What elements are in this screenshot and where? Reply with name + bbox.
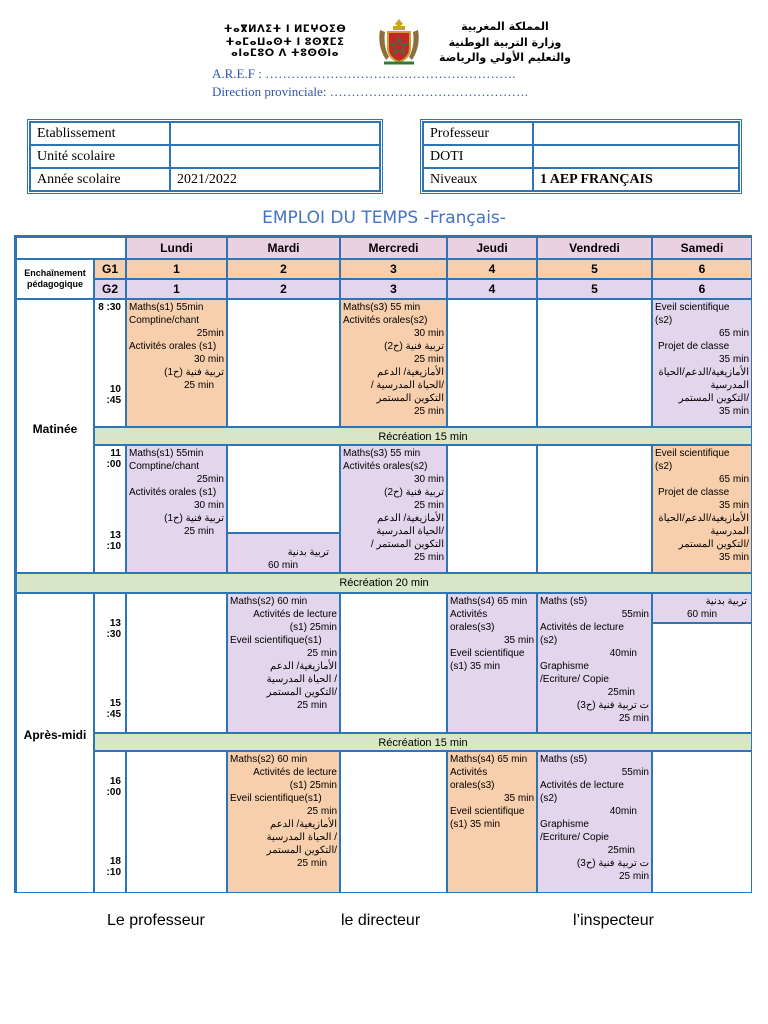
slot-mardi-s1[interactable]	[227, 299, 340, 427]
slot-line: التكوين المستمر	[376, 393, 444, 404]
time-label: 11 :00	[106, 448, 121, 470]
slot-line: 35 min	[718, 552, 749, 563]
info-value[interactable]: 2021/2022	[170, 168, 380, 191]
slot-line: الأمازيغية/ الدعم	[377, 367, 444, 378]
time-label: 18 :10	[106, 856, 121, 878]
slot-line: الأمازيغية/الدعم/الحياة المدرسية	[658, 367, 749, 391]
slot-line: تربية فنية (ح1)	[164, 513, 224, 524]
slot-line: Graphisme	[540, 819, 589, 830]
slot-mardi-s2-empty[interactable]	[227, 445, 340, 533]
recreation-bar: Récréation 20 min	[16, 573, 752, 593]
slot-line: 30 min	[413, 474, 444, 485]
slot-line: Maths(s2) 60 min	[230, 596, 308, 607]
slot-line: 25 min	[296, 700, 327, 711]
slot-line: Eveil scientifique(s1)	[230, 635, 322, 646]
slot-line: /التكوين المستمر	[678, 539, 749, 550]
slot-line: 30 min	[413, 328, 444, 339]
slot-line: Activités	[450, 609, 488, 620]
slot-lundi-s2[interactable]	[126, 445, 227, 573]
day-header: Lundi	[126, 237, 227, 259]
slot-line: Maths(s1) 55min	[129, 302, 204, 313]
slot-lundi-s4[interactable]	[126, 751, 227, 893]
info-value[interactable]: 1 AEP FRANÇAIS	[533, 168, 739, 191]
slot-samedi-s1[interactable]	[652, 299, 752, 427]
slot-line: 30 min	[193, 500, 224, 511]
slot-line: 25min	[196, 474, 224, 485]
info-label: Année scolaire	[30, 168, 170, 191]
g2-cell: 5	[537, 279, 652, 299]
g2-cell: 6	[652, 279, 752, 299]
slot-line: 35 min	[718, 500, 749, 511]
slot-samedi-s3-empty[interactable]	[652, 623, 752, 733]
day-header: Mardi	[227, 237, 340, 259]
day-header: Vendredi	[537, 237, 652, 259]
time-cell	[94, 445, 126, 573]
slot-line: /التكوين المستمر	[266, 845, 337, 856]
slot-line: /التكوين المستمر	[266, 687, 337, 698]
slot-line: 35 min	[503, 635, 534, 646]
slot-mardi-s3[interactable]	[227, 593, 340, 733]
arabic-line-1: المملكة المغربية	[461, 20, 549, 33]
page-title: EMPLOI DU TEMPS -Français-	[262, 208, 506, 228]
time-label: 16 :00	[106, 776, 121, 798]
signature-inspecteur: l’inspecteur	[573, 912, 654, 929]
g1-cell: 5	[537, 259, 652, 279]
slot-line: الأمازيغية/ الدعم	[270, 819, 337, 830]
recreation-bar: Récréation 15 min	[94, 733, 752, 751]
slot-line: (s2)	[540, 793, 558, 804]
slot-line: / الحياة المدرسية	[266, 674, 337, 685]
arabic-line-3: والتعليم الأولي والرياضة	[439, 51, 571, 64]
info-table-right	[420, 119, 742, 194]
slot-jeudi-s3[interactable]	[447, 593, 537, 733]
signature-directeur: le directeur	[341, 912, 421, 929]
g1-cell: 3	[340, 259, 447, 279]
slot-line: 60 min	[268, 560, 299, 571]
slot-line: 25 min	[306, 806, 337, 817]
slot-jeudi-s1[interactable]	[447, 299, 537, 427]
slot-line: التكوين المستمر /	[370, 539, 444, 550]
slot-line: تربية فنية (ح1)	[164, 367, 224, 378]
slot-line: Maths(s4) 65 min	[450, 596, 528, 607]
slot-vendredi-s1[interactable]	[537, 299, 652, 427]
g2-cell: 1	[126, 279, 227, 299]
g1-cell: 4	[447, 259, 537, 279]
g2-label: G2	[94, 279, 126, 299]
slot-lundi-s3[interactable]	[126, 593, 227, 733]
slot-line: 25min	[607, 845, 635, 856]
info-value[interactable]	[170, 145, 380, 168]
slot-line: Maths (s5)	[540, 754, 588, 765]
slot-line: /الحياة المدرسية	[376, 526, 444, 537]
time-label: 10 :45	[106, 384, 121, 406]
time-cell	[94, 751, 126, 893]
slot-line: /الحياة المدرسية /	[370, 380, 444, 391]
slot-line: Maths (s5)	[540, 596, 588, 607]
slot-vendredi-s4[interactable]	[537, 751, 652, 893]
slot-line: 25 min	[413, 552, 444, 563]
slot-line: 25 min	[306, 648, 337, 659]
slot-line: 25 min	[618, 871, 649, 882]
slot-line: (s2)	[540, 635, 558, 646]
g1-cell: 1	[126, 259, 227, 279]
slot-line: 25 min	[413, 500, 444, 511]
slot-samedi-s4[interactable]	[652, 751, 752, 893]
slot-line: الأمازيغية/ الدعم	[270, 661, 337, 672]
g1-cell: 6	[652, 259, 752, 279]
slot-line: 65 min	[718, 474, 749, 485]
slot-line: Activités de lecture	[253, 767, 337, 778]
slot-line: تربية فنية (ح2)	[384, 341, 444, 352]
slot-line: تربية بدنية	[705, 596, 747, 607]
slot-line: Graphisme	[540, 661, 589, 672]
slot-line: (s1) 25min	[289, 622, 337, 633]
slot-line: /Ecriture/ Copie	[540, 832, 609, 843]
slot-mercredi-s4[interactable]	[340, 751, 447, 893]
slot-line: Eveil scientifique	[450, 648, 525, 659]
emblem-icon	[374, 16, 424, 68]
slot-line: Activités de lecture	[540, 622, 624, 633]
slot-line: /Ecriture/ Copie	[540, 674, 609, 685]
time-cell	[94, 299, 126, 427]
slot-line: Activités de lecture	[540, 780, 624, 791]
slot-line: 55min	[621, 767, 649, 778]
slot-line: (s1) 35 min	[450, 661, 501, 672]
info-label: DOTI	[423, 145, 533, 168]
slot-line: (s1) 25min	[289, 780, 337, 791]
slot-line: Eveil scientifique	[450, 806, 525, 817]
slot-line: Maths(s4) 65 min	[450, 754, 528, 765]
slot-vendredi-s3[interactable]	[537, 593, 652, 733]
day-header: Mercredi	[340, 237, 447, 259]
slot-line: 25 min	[618, 713, 649, 724]
slot-line: 25 min	[413, 354, 444, 365]
corner-cell	[16, 237, 126, 259]
slot-line: 30 min	[193, 354, 224, 365]
slot-line: 40min	[609, 648, 637, 659]
slot-line: Eveil scientifique (s2)	[655, 302, 730, 326]
slot-line: Activités	[450, 767, 488, 778]
slot-line: Maths(s2) 60 min	[230, 754, 308, 765]
slot-line: Maths(s1) 55min	[129, 448, 204, 459]
slot-line: Projet de classe	[658, 487, 730, 498]
slot-line: 25 min	[183, 526, 214, 537]
slot-line: Projet de classe	[658, 341, 730, 352]
time-label: 13 :10	[106, 530, 121, 552]
slot-line: Activités orales (s1)	[129, 487, 217, 498]
slot-line: Activités orales(s2)	[343, 461, 428, 472]
slot-line: 25min	[196, 328, 224, 339]
slot-line: Maths(s3) 55 min	[343, 448, 421, 459]
slot-line: Activités de lecture	[253, 609, 337, 620]
direction-line: Direction provinciale: ……………………………………….	[212, 84, 528, 99]
slot-line: Comptine/chant	[129, 315, 200, 326]
slot-line: الأمازيغية/الدعم/الحياة المدرسية	[658, 513, 749, 537]
tifinagh-line-1: ⵜⴰⴳⵍⴷⵉⵜ ⵏ ⵍⵎⵖⵔⵉⴱ	[223, 24, 347, 35]
slot-line: Activités orales (s1)	[129, 341, 217, 352]
arabic-line-2: وزارة التربية الوطنية	[448, 36, 562, 49]
recreation-bar: Récréation 15 min	[94, 427, 752, 445]
slot-line: Activités orales(s2)	[343, 315, 428, 326]
info-label: Niveaux	[423, 168, 533, 191]
day-header: Jeudi	[447, 237, 537, 259]
slot-line: 35 min	[718, 406, 749, 417]
slot-line: الأمازيغية/ الدعم	[377, 513, 444, 524]
enchainement-label: Enchaînement pédagogique	[16, 259, 94, 299]
period-matinee: Matinée	[16, 299, 94, 573]
slot-line: تربية فنية (ح2)	[384, 487, 444, 498]
time-label: 13 :30	[106, 618, 121, 640]
info-label: Professeur	[423, 122, 533, 145]
slot-line: 60 min	[687, 609, 718, 620]
tifinagh-line-2: ⵜⴰⵎⴰⵡⴰⵙⵜ ⵏ ⵓⵙⴳⵎⵉ ⴰⵏⴰⵎⵓⵔ ⴷ ⵜⵓⵙⵙⵏⴰ	[225, 37, 345, 59]
slot-line: ت تربية فنية (ح3)	[576, 700, 649, 711]
slot-line: 25min	[607, 687, 635, 698]
slot-line: Comptine/chant	[129, 461, 200, 472]
aref-line: A.R.E.F : ………………………………………………….	[212, 66, 516, 81]
slot-line: (s1) 35 min	[450, 819, 501, 830]
info-value[interactable]	[170, 122, 380, 145]
time-cell	[94, 593, 126, 733]
info-label: Unité scolaire	[30, 145, 170, 168]
slot-mardi-s4[interactable]	[227, 751, 340, 893]
day-header: Samedi	[652, 237, 752, 259]
slot-line: 35 min	[718, 354, 749, 365]
timetable	[14, 235, 752, 893]
signature-professeur: Le professeur	[107, 912, 205, 929]
slot-mercredi-s1[interactable]	[340, 299, 447, 427]
slot-mercredi-s2[interactable]	[340, 445, 447, 573]
slot-line: 40min	[609, 806, 637, 817]
info-value[interactable]	[533, 122, 739, 145]
g2-cell: 3	[340, 279, 447, 299]
time-label: 8 :30	[98, 302, 121, 313]
slot-line: /التكوين المستمر	[678, 393, 749, 404]
info-value[interactable]	[533, 145, 739, 168]
slot-jeudi-s4[interactable]	[447, 751, 537, 893]
slot-line: 25 min	[183, 380, 214, 391]
g1-cell: 2	[227, 259, 340, 279]
slot-mercredi-s3[interactable]	[340, 593, 447, 733]
slot-line: 25 min	[296, 858, 327, 869]
slot-line: Eveil scientifique(s1)	[230, 793, 322, 804]
info-table-left	[27, 119, 383, 194]
slot-samedi-s2[interactable]	[652, 445, 752, 573]
slot-line: orales(s3)	[450, 780, 495, 791]
period-apres-midi: Après-midi	[16, 593, 94, 893]
g1-label: G1	[94, 259, 126, 279]
slot-line: 65 min	[718, 328, 749, 339]
slot-line: 25 min	[413, 406, 444, 417]
slot-mardi-s2[interactable]	[227, 533, 340, 573]
g2-cell: 2	[227, 279, 340, 299]
slot-line: Maths(s3) 55 min	[343, 302, 421, 313]
time-label: 15 :45	[106, 698, 121, 720]
slot-line: 35 min	[503, 793, 534, 804]
slot-samedi-s3[interactable]	[652, 593, 752, 623]
slot-vendredi-s2[interactable]	[537, 445, 652, 573]
slot-line: ت تربية فنية (ح3)	[576, 858, 649, 869]
slot-line: Eveil scientifique (s2)	[655, 448, 730, 472]
slot-lundi-s1[interactable]	[126, 299, 227, 427]
slot-line: / الحياة المدرسية	[266, 832, 337, 843]
info-label: Etablissement	[30, 122, 170, 145]
slot-line: تربية بدنية	[287, 547, 329, 558]
slot-jeudi-s2[interactable]	[447, 445, 537, 573]
g2-cell: 4	[447, 279, 537, 299]
slot-line: orales(s3)	[450, 622, 495, 633]
slot-line: 55min	[621, 609, 649, 620]
